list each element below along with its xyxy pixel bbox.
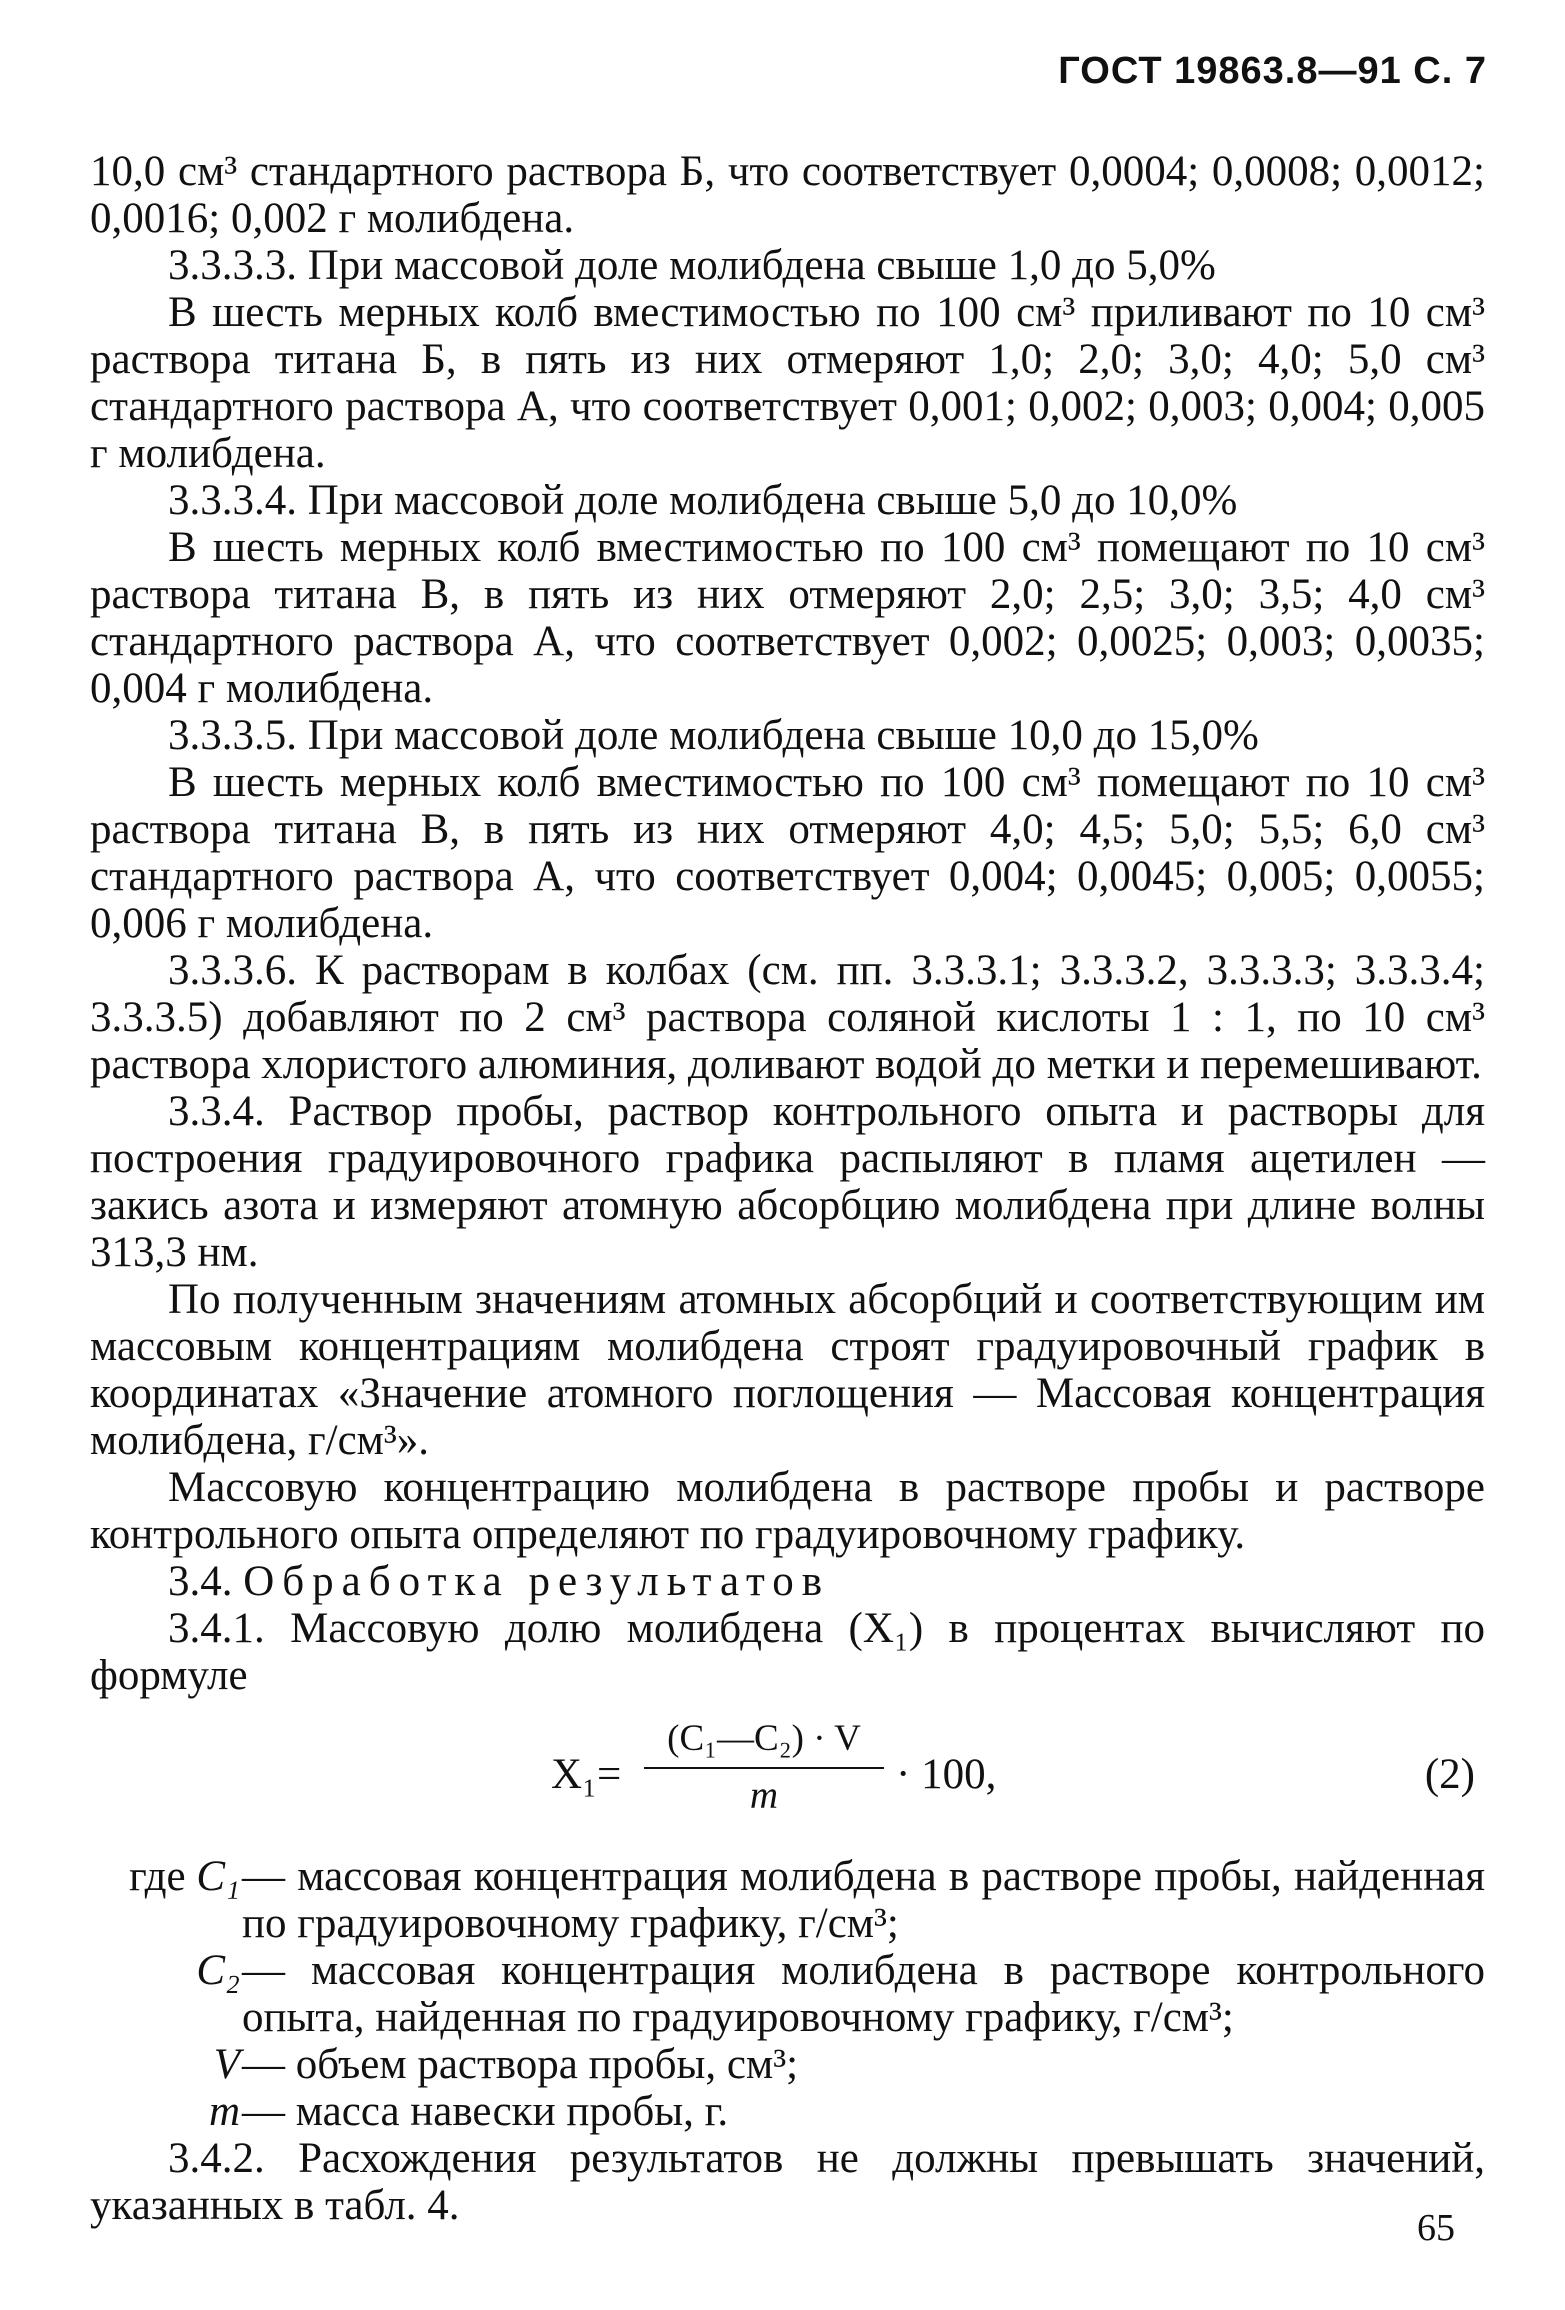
where-word: где: [129, 1853, 186, 1900]
formula-lhs: X₁=: [551, 1751, 622, 1798]
definition-symbol: C₂: [196, 1947, 240, 1994]
section-34-number: 3.4.: [168, 1558, 233, 1605]
definition-row: [90, 1947, 1485, 2041]
formula-2: [90, 1711, 1485, 1843]
definition-text: — масса навески пробы, г.: [242, 2088, 729, 2135]
clause-3333-body: В шесть мерных колб вместимостью по 100 см³ приливают по 10 см³ раствора титана Б, в пять из них отмеряют 1,0; 2,0; 3,0; 4,0; 5,0 см³ стандартного раствора А, что соответствует 0,001; 0,002; 0,003; 0,004; 0,005 г молибдена.: [90, 289, 1485, 477]
formula-fraction: [640, 1717, 888, 1817]
page-header: ГОСТ 19863.8—91 С. 7: [1058, 50, 1487, 92]
definition-symbol: где C₁: [129, 1853, 240, 1900]
definition-row: [90, 1853, 1485, 1947]
section-34-heading: [90, 1558, 1485, 1605]
document-body: [90, 148, 1485, 2229]
mass-concentration-paragraph: Массовую концентрацию молибдена в растворе пробы и растворе контрольного опыта определяют по градуировочному графику.: [90, 1464, 1485, 1558]
definition-symbol: m: [208, 2088, 240, 2135]
clause-3334-title: 3.3.3.4. При массовой доле молибдена свыше 5,0 до 10,0%: [168, 477, 1238, 524]
clause-3334-body: В шесть мерных колб вместимостью по 100 см³ помещают по 10 см³ раствора титана В, в пять из них отмеряют 2,0; 2,5; 3,0; 3,5; 4,0 см³ стандартного раствора А, что соответствует 0,002; 0,0025; 0,003; 0,0035; 0,004 г молибдена.: [90, 524, 1485, 712]
clause-334: 3.3.4. Раствор пробы, раствор контрольного опыта и растворы для построения градуировочного графика распыляют в пламя ацетилен — закись азота и измеряют атомную абсорбцию молибдена при длине волны 313,3 нм.: [90, 1088, 1485, 1276]
formula-number: (2): [1424, 1751, 1475, 1798]
formula-numerator: (C₁—C₂) · V: [667, 1718, 861, 1759]
definitions-list: [90, 1853, 1485, 2135]
page-number: 65: [1417, 2207, 1455, 2249]
definition-text: — массовая концентрация молибдена в растворе пробы, найденная по градуировочному графику, г/см³;: [242, 1853, 1485, 1947]
clause-342: 3.4.2. Расхождения результатов не должны превышать значений, указанных в табл. 4.: [90, 2135, 1485, 2229]
graph-paragraph: По полученным значениям атомных абсорбций и соответствующим им массовым концентрациям молибдена строят градуировочный график в координатах «Значение атомного поглощения — Массовая концентрация молибдена, г/см³».: [90, 1276, 1485, 1464]
definition-row: [90, 2041, 1485, 2088]
paragraph-continuation: 10,0 см³ стандартного раствора Б, что соответствует 0,0004; 0,0008; 0,0012; 0,0016; 0,002 г молибдена.: [90, 148, 1485, 242]
clause-3333-title: 3.3.3.3. При массовой доле молибдена свыше 1,0 до 5,0%: [168, 242, 1216, 289]
definition-symbol: V: [213, 2041, 240, 2088]
definition-text: — объем раствора пробы, см³;: [242, 2041, 799, 2088]
formula-rhs: · 100,: [896, 1751, 997, 1798]
formula-denominator-var: m: [749, 1774, 779, 1817]
definition-text: — массовая концентрация молибдена в растворе контрольного опыта, найденная по градуировочному графику, г/см³;: [242, 1947, 1485, 2041]
section-34-title: Обработка результатов: [243, 1558, 830, 1605]
clause-3335-title: 3.3.3.5. При массовой доле молибдена свыше 10,0 до 15,0%: [168, 712, 1259, 759]
formula-denominator: [640, 1775, 888, 1817]
clause-3336: 3.3.3.6. К растворам в колбах (см. пп. 3.3.3.1; 3.3.3.2, 3.3.3.3; 3.3.3.4; 3.3.3.5) добавляют по 2 см³ раствора соляной кислоты 1 : 1, по 10 см³ раствора хлористого алюминия, доливают водой до метки и перемешивают.: [90, 947, 1485, 1088]
clause-3335-body: В шесть мерных колб вместимостью по 100 см³ помещают по 10 см³ раствора титана В, в пять из них отмеряют 4,0; 4,5; 5,0; 5,5; 6,0 см³ стандартного раствора А, что соответствует 0,004; 0,0045; 0,005; 0,0055; 0,006 г молибдена.: [90, 759, 1485, 947]
definition-row: [90, 2088, 1485, 2135]
fraction-bar: [644, 1767, 884, 1769]
clause-341: 3.4.1. Массовую долю молибдена (X₁) в процентах вычисляют по формуле: [90, 1605, 1485, 1699]
